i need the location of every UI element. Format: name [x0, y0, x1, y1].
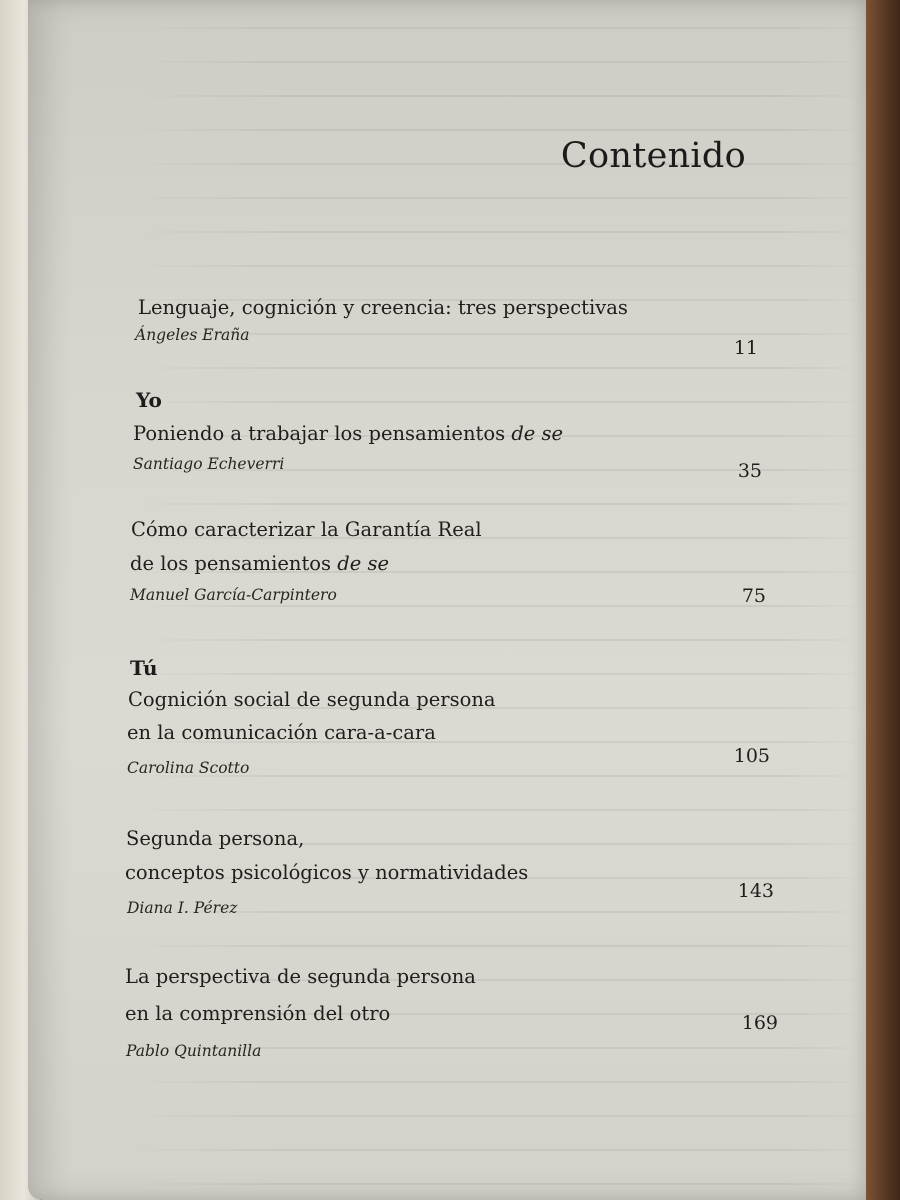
toc-entry-2-page: 35 — [737, 460, 762, 482]
toc-entry-3-title-line2: de los pensamientos de se — [130, 552, 390, 575]
toc-entry-6-page: 169 — [741, 1012, 778, 1034]
wooden-table-surface — [860, 0, 900, 1200]
toc-entry-4-author: Carolina Scotto — [127, 759, 250, 777]
toc-entry-5-title-line2: conceptos psicológicos y normatividades — [125, 861, 529, 884]
section-heading-yo: Yo — [136, 388, 162, 412]
toc-entry-1-author: Ángeles Eraña — [135, 326, 250, 344]
toc-entry-3-author: Manuel García-Carpintero — [130, 586, 337, 604]
toc-entry-1-title: Lenguaje, cognición y creencia: tres perspectivas — [138, 296, 628, 319]
toc-entry-2-author: Santiago Echeverri — [133, 455, 285, 473]
toc-entry-1-page: 11 — [733, 337, 758, 359]
toc-entry-3-title-line1: Cómo caracterizar la Garantía Real — [131, 518, 482, 541]
toc-entry-4-title-line1: Cognición social de segunda persona — [128, 688, 496, 711]
page-title: Contenido — [560, 136, 746, 176]
toc-entry-2-title: Poniendo a trabajar los pensamientos de se — [133, 422, 564, 445]
toc-entry-6-title-line1: La perspectiva de segunda persona — [125, 965, 476, 988]
toc-entry-5-page: 143 — [737, 880, 774, 902]
toc-entry-6-author: Pablo Quintanilla — [126, 1042, 262, 1060]
section-heading-tu: Tú — [130, 656, 158, 680]
toc-entry-4-page: 105 — [733, 745, 770, 767]
toc-entry-5-title-line1: Segunda persona, — [126, 827, 305, 850]
toc-entry-6-title-line2: en la comprensión del otro — [125, 1002, 391, 1025]
toc-entry-4-title-line2: en la comunicación cara-a-cara — [127, 721, 436, 744]
toc-entry-3-page: 75 — [741, 585, 766, 607]
toc-entry-5-author: Diana I. Pérez — [127, 899, 238, 917]
